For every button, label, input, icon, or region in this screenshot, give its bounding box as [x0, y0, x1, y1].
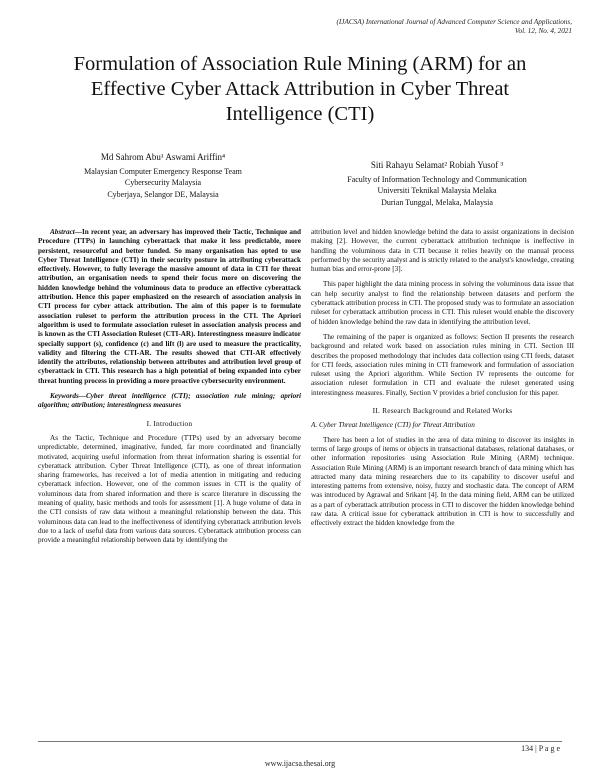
author-affiliation: Faculty of Information Technology and Communication: [347, 174, 527, 184]
paper-title: Formulation of Association Rule Mining (ARM) for an Effective Cyber Attack Attribution in Cyber Threat Intelligence (CTI): [73, 53, 527, 125]
keywords-text: Cyber threat intelligence (CTI); association rule mining; apriori algorithm; attribution; interestingness measures: [38, 392, 301, 410]
section-heading-background: II. Research Background and Related Works: [372, 406, 513, 416]
body-paragraph: This paper highlight the data mining process in solving the voluminous data issue that can help security analyst to find the relationship between datasets and perform the cyberattack attribution process in CTI. The proposed study was to formulate an association ruleset for cyberattack attribution process in CTI. This ruleset would enable the discovery of hidden knowledge behind the raw data in identifying the attribution level.: [311, 280, 574, 326]
journal-header: [172, 18, 572, 36]
author-block-left: [38, 152, 288, 200]
journal-name: (IJACSA) International Journal of Advanced Computer Science and Applications,: [336, 18, 572, 26]
abstract: [38, 228, 301, 386]
author-names: Md Sahrom Abu¹ Aswami Ariffin⁴: [100, 152, 226, 162]
journal-volume: Vol. 12, No. 4, 2021: [514, 27, 572, 35]
right-column: [311, 228, 574, 535]
keywords-label: Keywords—: [50, 392, 86, 401]
page-number: 134 | P a g e: [521, 744, 560, 753]
footer-url: www.ijacsa.thesai.org: [264, 759, 336, 768]
author-affiliation: Cybersecurity Malaysia: [124, 178, 202, 187]
author-names: Siti Rahayu Selamat² Robiah Yusof ³: [370, 160, 504, 170]
body-paragraph: There has been a lot of studies in the area of data mining to discover its insights in terms of large groups of items or objects in transactional databases, relational databases, or other information repositories using Association Rule Mining (ARM) technique. Association Rule Mining (ARM) is an important research branch of data mining which has attracted many data mining researchers due to its capability to discover useful and interesting patterns from extensive, noisy, fuzzy and stochastic data. The concept of ARM was introduced by Agrawal and Srikant [4]. In the data mining field, ARM can be utilized as a part of cyberattack attribution process in CTI to discover the hidden knowledge behind raw data. A critical issue for cyberattack attribution in CTI is how to successfully and effectively extract the hidden knowledge from the: [311, 435, 574, 528]
body-paragraph: The remaining of the paper is organized as follows: Section II presents the research background and related work based on association rules mining in CTI. Section III describes the proposed methodology that includes data collection using CTI feeds, dataset for CTI feeds, association rules mining in CTI framework and formulation of association ruleset using the Apriori algorithm. While Section IV represents the outcome for association ruleset formulation in CTI and evaluate the ruleset generated using interestingness measures. Finally, Section V provides a brief conclusion for this paper.: [311, 332, 574, 397]
author-location: Durian Tunggal, Melaka, Malaysia: [381, 197, 493, 207]
section-heading-introduction: I. Introduction: [146, 418, 193, 428]
left-column: [38, 228, 301, 552]
author-affiliation: Universiti Teknikal Malaysia Melaka: [377, 186, 497, 195]
subsection-heading: A. Cyber Threat Intelligence (CTI) for Threat Attribution: [311, 421, 475, 430]
footer-divider: [38, 741, 562, 742]
body-paragraph: attribution level and hidden knowledge behind the data to assist organizations in decision making [2]. However, the current cyberattack attribution technique is ineffective in handling the voluminous data in CTI because it relies heavily on the manual process performed by the security analyst and is strictly related to the analyst's knowledge, creating human bias and error-prone [3].: [311, 228, 574, 274]
abstract-label: Abstract—: [50, 228, 82, 236]
keywords: [38, 392, 301, 411]
body-paragraph: As the Tactic, Technique and Procedure (TTPs) used by an adversary become unpredictable, determined, imaginative, funded, far more coordinated and financially motivated, acquiring useful information from threat information sharing is essential for cyberattack attribution. Cyber Threat Intelligence (CTI), as one of threat information sharing frameworks, has received a lot of media attention in mitigating and reducing cyberattack infection. However, one of the common issues in CTI is the quality of voluminous data from shared information and there is scarce literature in discussing the meaning of quality, basic methods and tools for assessment [1]. A huge volume of data in the CTI consists of raw data without a meaningful relationship between the data. This voluminous data can lead to the ineffectiveness of identifying cyberattack attribution levels due to a lack of useful data from various data sources. Cyberattack attribution process can provide a meaningful relationship between data by identifying the: [38, 433, 301, 545]
author-block-right: [312, 160, 562, 208]
author-affiliation: Malaysian Computer Emergency Response Team: [84, 166, 242, 176]
abstract-text: In recent year, an adversary has improved their Tactic, Technique and Procedure (TTPs) in launching cyberattack that make it less predictable, more persistent, resourceful and better funded. So many organisation has opted to use Cyber Threat Intelligence (CTI) in their security posture in attributing cyberattack effectively. However, to fully leverage the massive amount of data in CTI for threat attribution, an organisation needs to spend their focus more on discovering the hidden knowledge behind the voluminous data to produce an effective cyberattack attribution. Hence this paper emphasized on the research of association analysis in CTI process for cyber attack attribution. The aim of this paper is to formulate association ruleset to perform the attribution process in the CTI. The Apriori algorithm is used to formulate association ruleset in association analysis process and is known as the CTI Association Ruleset (CTI-AR). Interestingness measure indicator specially support (s), confidence (c) and lift (l) are used to measure the practicality, validity and filtering the CTI-AR. The results showed that CTI-AR effectively identify the attributes, relationship between attributes and attribution level group of cyberattack in CTI. This research has a high potential of being expanded into cyber threat hunting process in providing a more proactive cybersecurity environment.: [38, 228, 301, 385]
author-location: Cyberjaya, Selangor DE, Malaysia: [107, 189, 219, 199]
